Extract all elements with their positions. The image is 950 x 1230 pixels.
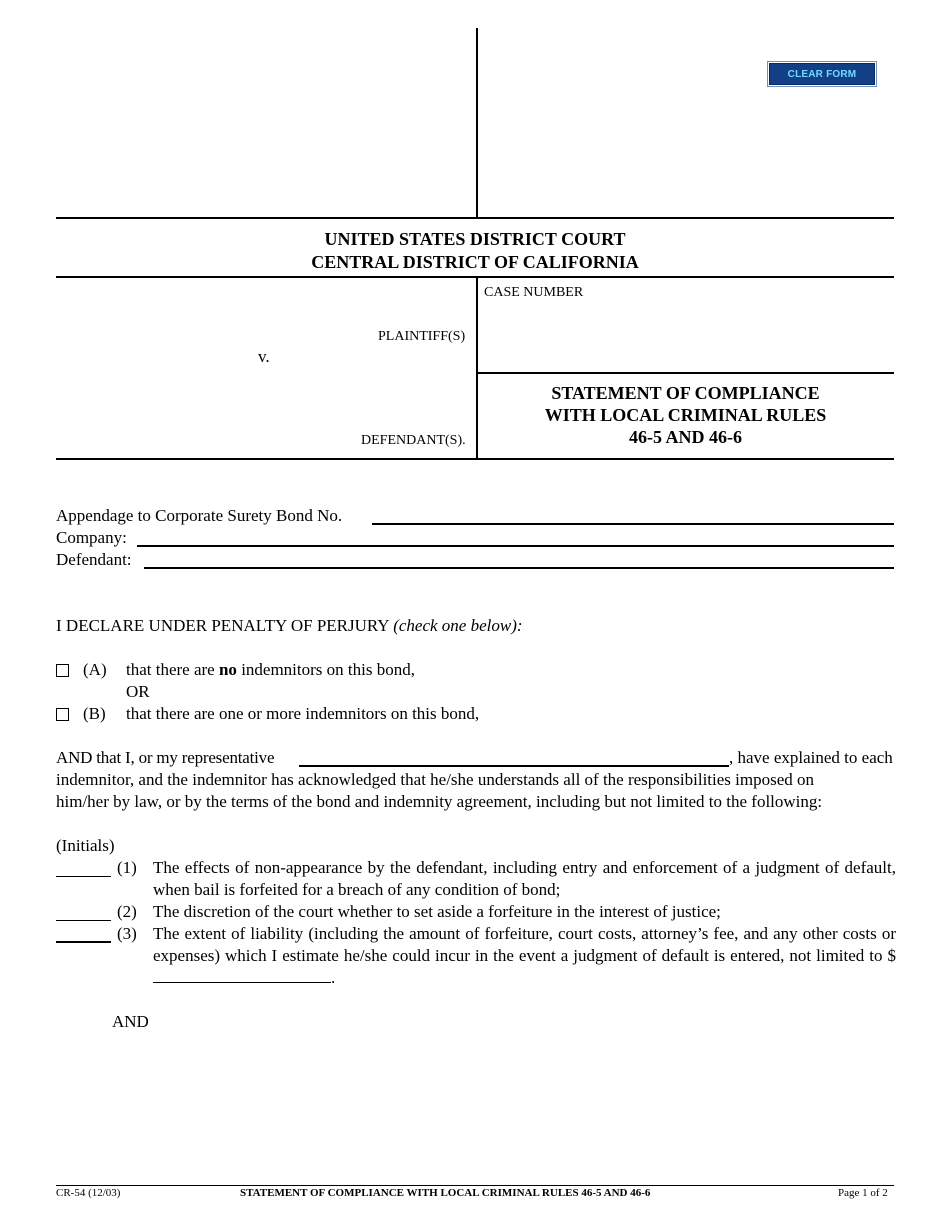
plaintiff-field[interactable]	[60, 282, 470, 324]
defendant-field[interactable]	[60, 372, 470, 427]
item-3-text	[153, 923, 896, 989]
option-a-letter: (A)	[83, 660, 107, 679]
item-1-number: (1)	[117, 858, 137, 877]
option-b-letter: (B)	[83, 704, 106, 723]
initials-field-1[interactable]	[56, 876, 111, 877]
case-number-rule	[477, 372, 894, 374]
option-b-checkbox[interactable]	[56, 708, 69, 721]
and-paragraph-line2: indemnitor, and the indemnitor has acknowledged that he/she understands all of the responsibilities imposed on	[56, 770, 815, 789]
court-name-line2: CENTRAL DISTRICT OF CALIFORNIA	[311, 252, 639, 272]
header-rule-bottom	[56, 458, 894, 460]
item-3-end: .	[331, 968, 336, 987]
item-1-text: The effects of non-appearance by the defendant, including entry and enforcement of a judgment of default, when bail is forfeited for a breach of any condition of bond;	[153, 858, 896, 899]
case-number-label: CASE NUMBER	[484, 285, 584, 300]
case-number-field[interactable]	[484, 305, 889, 365]
and-paragraph-tail: , have explained to each	[729, 748, 893, 767]
footer-rule	[56, 1185, 894, 1186]
option-a-checkbox[interactable]	[56, 664, 69, 677]
header-rule-middle	[56, 276, 894, 278]
option-b-text: that there are one or more indemnitors on this bond,	[126, 704, 480, 723]
declaration-heading-text: I DECLARE UNDER PENALTY OF PERJURY	[56, 616, 389, 635]
option-a-bold: no	[218, 660, 237, 679]
bond-number-field[interactable]	[372, 523, 894, 525]
declaration-heading-note: (check one below):	[393, 616, 523, 635]
footer-page-number: Page 1 of 2	[838, 1187, 888, 1199]
item-2-text: The discretion of the court whether to set aside a forfeiture in the interest of justice;	[153, 902, 721, 921]
option-a-post: indemnitors on this bond,	[241, 660, 415, 679]
versus-label: v.	[258, 347, 270, 366]
item-2-number: (2)	[117, 902, 137, 921]
bond-number-label: Appendage to Corporate Surety Bond No.	[56, 506, 343, 525]
initials-label: (Initials)	[56, 836, 115, 855]
document-title-line3: 46-5 AND 46-6	[629, 427, 742, 447]
court-name-line1: UNITED STATES DISTRICT COURT	[324, 229, 626, 249]
footer-title: STATEMENT OF COMPLIANCE WITH LOCAL CRIMINAL RULES 46-5 AND 46-6	[240, 1187, 651, 1199]
and-paragraph-line3: him/her by law, or by the terms of the bond and indemnity agreement, including but not limited to the following:	[56, 792, 823, 811]
defendant-name-label: Defendant:	[56, 550, 132, 569]
initials-field-2[interactable]	[56, 920, 111, 921]
footer-form-id: CR-54 (12/03)	[56, 1187, 121, 1199]
item-3-number: (3)	[117, 924, 137, 943]
document-title-line2: WITH LOCAL CRIMINAL RULES	[544, 405, 827, 425]
plaintiff-label: PLAINTIFF(S)	[378, 329, 466, 344]
defendant-name-field[interactable]	[144, 567, 894, 569]
company-field[interactable]	[137, 545, 894, 547]
top-vertical-divider	[476, 28, 478, 218]
representative-field[interactable]	[299, 765, 729, 767]
and-word: AND	[112, 1012, 149, 1031]
initials-field-3[interactable]	[56, 941, 111, 943]
company-label: Company:	[56, 528, 127, 547]
option-a-text	[126, 659, 415, 681]
and-paragraph-lead: AND that I, or my representative	[56, 748, 275, 767]
or-label: OR	[126, 682, 150, 701]
document-title-line1: STATEMENT OF COMPLIANCE	[551, 383, 820, 403]
item-3-body: The extent of liability (including the amount of forfeiture, court costs, attorney’s fee, and any other costs or expenses) which I estimate he/she could incur in the event a judgment of default is entered, not limited to $	[153, 924, 896, 965]
defendant-label: DEFENDANT(S).	[361, 433, 466, 448]
liability-amount-field[interactable]	[153, 968, 331, 983]
declaration-heading	[56, 615, 523, 637]
document-title	[477, 382, 894, 448]
header-rule-top	[56, 217, 894, 219]
option-a-pre: that there are	[126, 660, 215, 679]
clear-form-button[interactable]: CLEAR FORM	[769, 63, 875, 85]
